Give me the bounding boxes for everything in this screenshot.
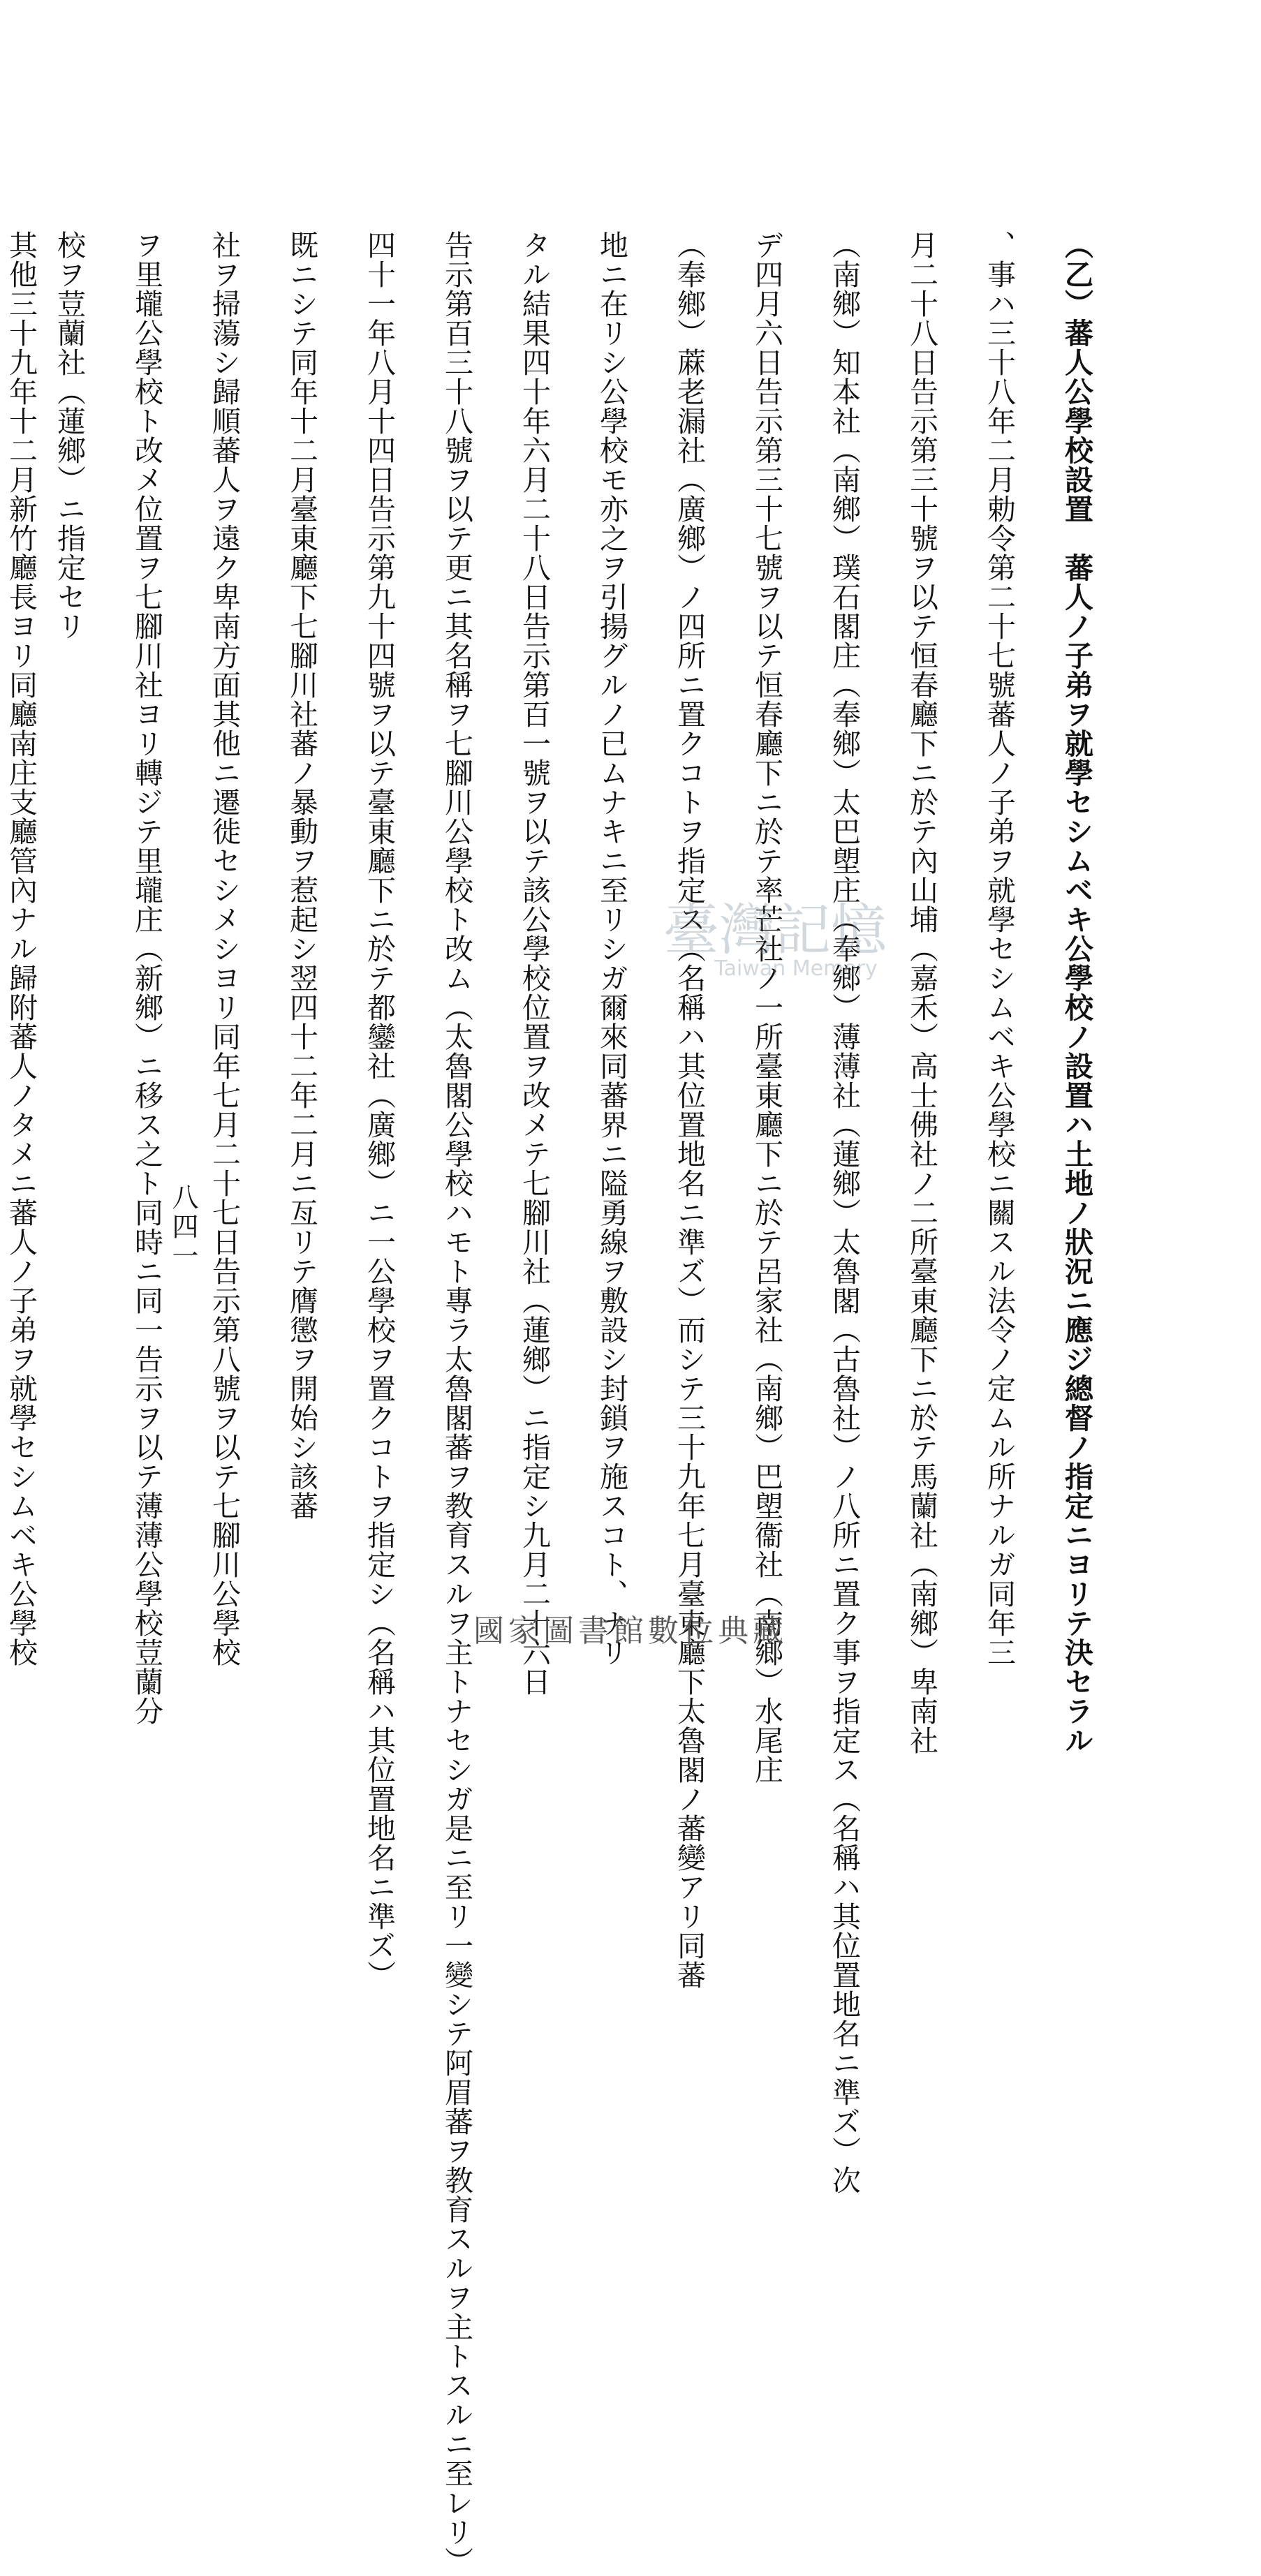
watermark-logo-subtext: Taiwan Memory [714, 956, 878, 981]
text-column: （南鄉）知本社（南鄉）璞石閣庄（奉鄉）太巴塱庄（奉鄉）薄薄社（蓮鄉）太魯閣（古魯社）ノ八所ニ置ク事ヲ指定ス（名稱ハ其位置地名ニ準ズ）次 [827, 230, 861, 2195]
text-column: （奉鄉）蔴老漏社（廣鄉）ノ四所ニ置クコトヲ指定ス（名稱ハ其位置地名ニ準ズ）而シテ三十九年七月臺東廳下太魯閣ノ蕃變アリ同蕃 [672, 230, 706, 1990]
text-column: 地ニ在リシ公學校モ亦之ヲ引揚グルノ已ムナキニ至リシガ爾來同蕃界ニ隘勇線ヲ敷設シ封鎖ヲ施スコト、ナリ [595, 230, 628, 1667]
text-column: タル結果四十年六月二十八日告示第百一號ヲ以テ該公學校位置ヲ改メテ七腳川社（蓮鄉）ニ指定シ九月二十六日 [517, 230, 551, 1696]
text-column: 、事ハ三十八年二月勅令第二十七號蕃人ノ子弟ヲ就學セシムベキ公學校ニ關スル法令ノ定ムル所ナルガ同年三 [982, 230, 1016, 1667]
watermark-logo-text: 臺灣記憶 [663, 898, 887, 963]
text-column: デ四月六日告示第三十七號ヲ以テ恒春廳下ニ於テ率芒社ノ一所臺東廳下ニ於テ呂家社（南鄉）巴塱衞社（南鄉）水尾庄 [750, 230, 783, 1784]
text-column: 月二十八日告示第三十號ヲ以テ恒春廳下ニ於テ內山埔（嘉禾）高士佛社ノ二所臺東廳下ニ於テ馬蘭社（南鄉）卑南社 [905, 230, 938, 1755]
text-column: 校ヲ荳蘭社（蓮鄉）ニ指定セリ [52, 230, 86, 641]
text-column: 其他三十九年十二月新竹廳長ヨリ同廳南庄支廳管內ナル歸附蕃人ノタメニ蕃人ノ子弟ヲ就學セシムベキ公學校 [4, 230, 38, 1667]
text-column: 既ニシテ同年十二月臺東廳下七腳川社蕃ノ暴動ヲ惹起シ翌四十二年二月ニ亙リテ膺懲ヲ開始シ該蕃 [285, 230, 318, 1520]
taiwan-memory-watermark-logo [621, 897, 929, 981]
text-column: 社ヲ掃蕩シ歸順蕃人ヲ遠ク卑南方面其他ニ遷徙セシメシヨリ同年七月二十七日告示第八號ヲ以テ七腳川公學校 [207, 230, 241, 1667]
text-column: 四十一年八月十四日告示第九十四號ヲ以テ臺東廳下ニ於テ都鑾社（廣鄉）ニ一公學校ヲ置クコトヲ指定シ（名稱ハ其位置地名ニ準ズ） [362, 230, 396, 1990]
text-column: 告示第百三十八號ヲ以テ更ニ其名稱ヲ七腳川公學校ト改ム（太魯閣公學校ハモト專ラ太魯閣蕃ヲ教育スルヲ主トナセシガ是ニ至リ一變シテ阿眉蕃ヲ教育スルヲ主トスルニ至レリ） [440, 230, 473, 2576]
footer-credit: 國家圖書館數位典藏 [473, 1613, 788, 1649]
text-column: ヲ里壠公學校ト改メ位置ヲ七腳川社ヨリ轉ジテ里壠庄（新鄉）ニ移ス之ト同時ニ同一告示ヲ以テ薄薄公學校荳蘭分 [130, 230, 163, 1726]
text-column: （乙）蕃人公學校設置 蕃人ノ子弟ヲ就學セシムベキ公學校ノ設置ハ土地ノ狀況ニ應ジ總督ノ指定ニヨリテ決セラル [1060, 230, 1093, 1755]
page-number: 八四一 [168, 1183, 198, 1271]
